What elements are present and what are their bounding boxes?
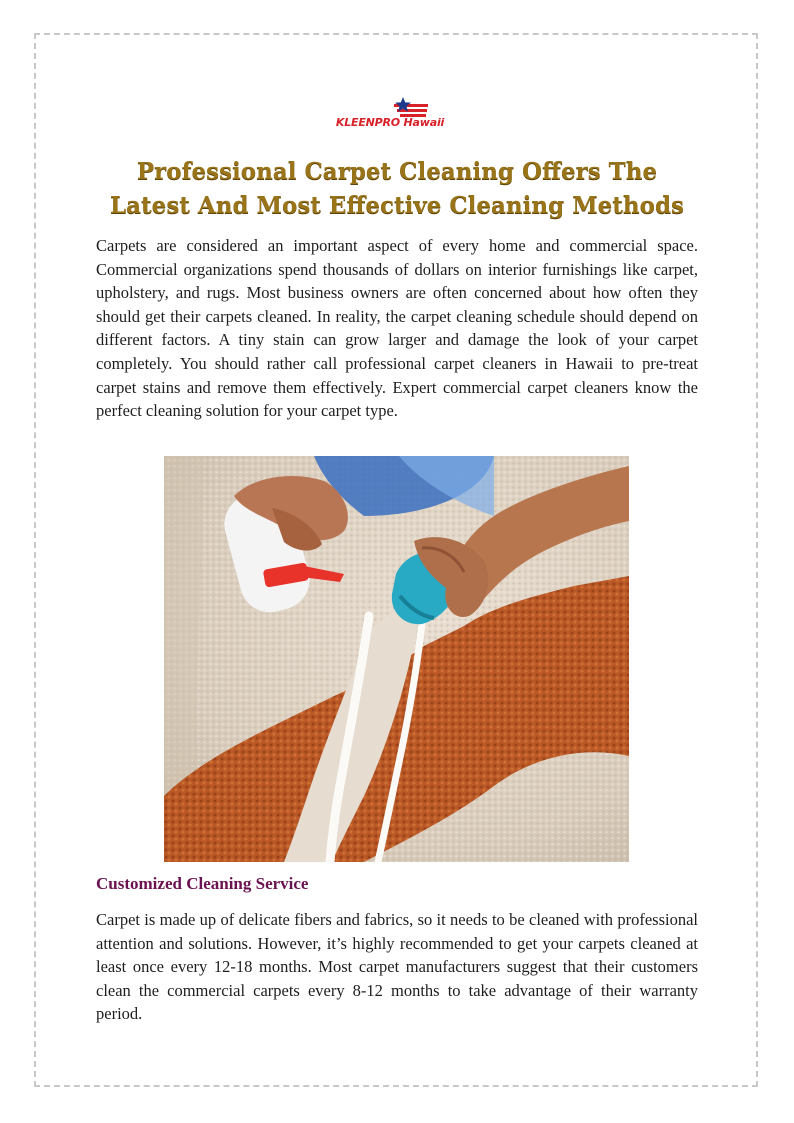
- page-title: Professional Carpet Cleaning Offers The Latest And Most Effective Cleaning Methods: [109, 158, 685, 219]
- carpet-cleaning-photo: [164, 456, 629, 862]
- section-heading: Customized Cleaning Service: [96, 874, 309, 893]
- logo-wordmark: KLEENPRO Hawaii: [335, 116, 445, 129]
- section-paragraph: Carpet is made up of delicate fibers and fabrics, so it needs to be cleaned with professional attention and solutions. However, it’s highly recommended to get your carpets cleaned at least once every 12-18 months. Most carpet manufacturers suggest that their customers clean the commercial carpets every 8-12 months to take advantage of their warranty period.: [96, 910, 698, 1024]
- intro-paragraph: Carpets are considered an important aspect of every home and commercial space. Commercial organizations spend thousands of dollars on interior furnishings like carpet, upholstery, and rugs. Most business owners are often concerned about how often they should get their carpets cleaned. In reality, the carpet cleaning schedule should depend on different factors. A tiny stain can grow larger and damage the look of your carpet completely. You should rather call professional carpet cleaners in Hawaii to pre-treat carpet stains and remove them effectively. Expert commercial carpet cleaners know the perfect cleaning solution for your carpet type.: [96, 236, 698, 421]
- kleenpro-logo[interactable]: [324, 97, 456, 133]
